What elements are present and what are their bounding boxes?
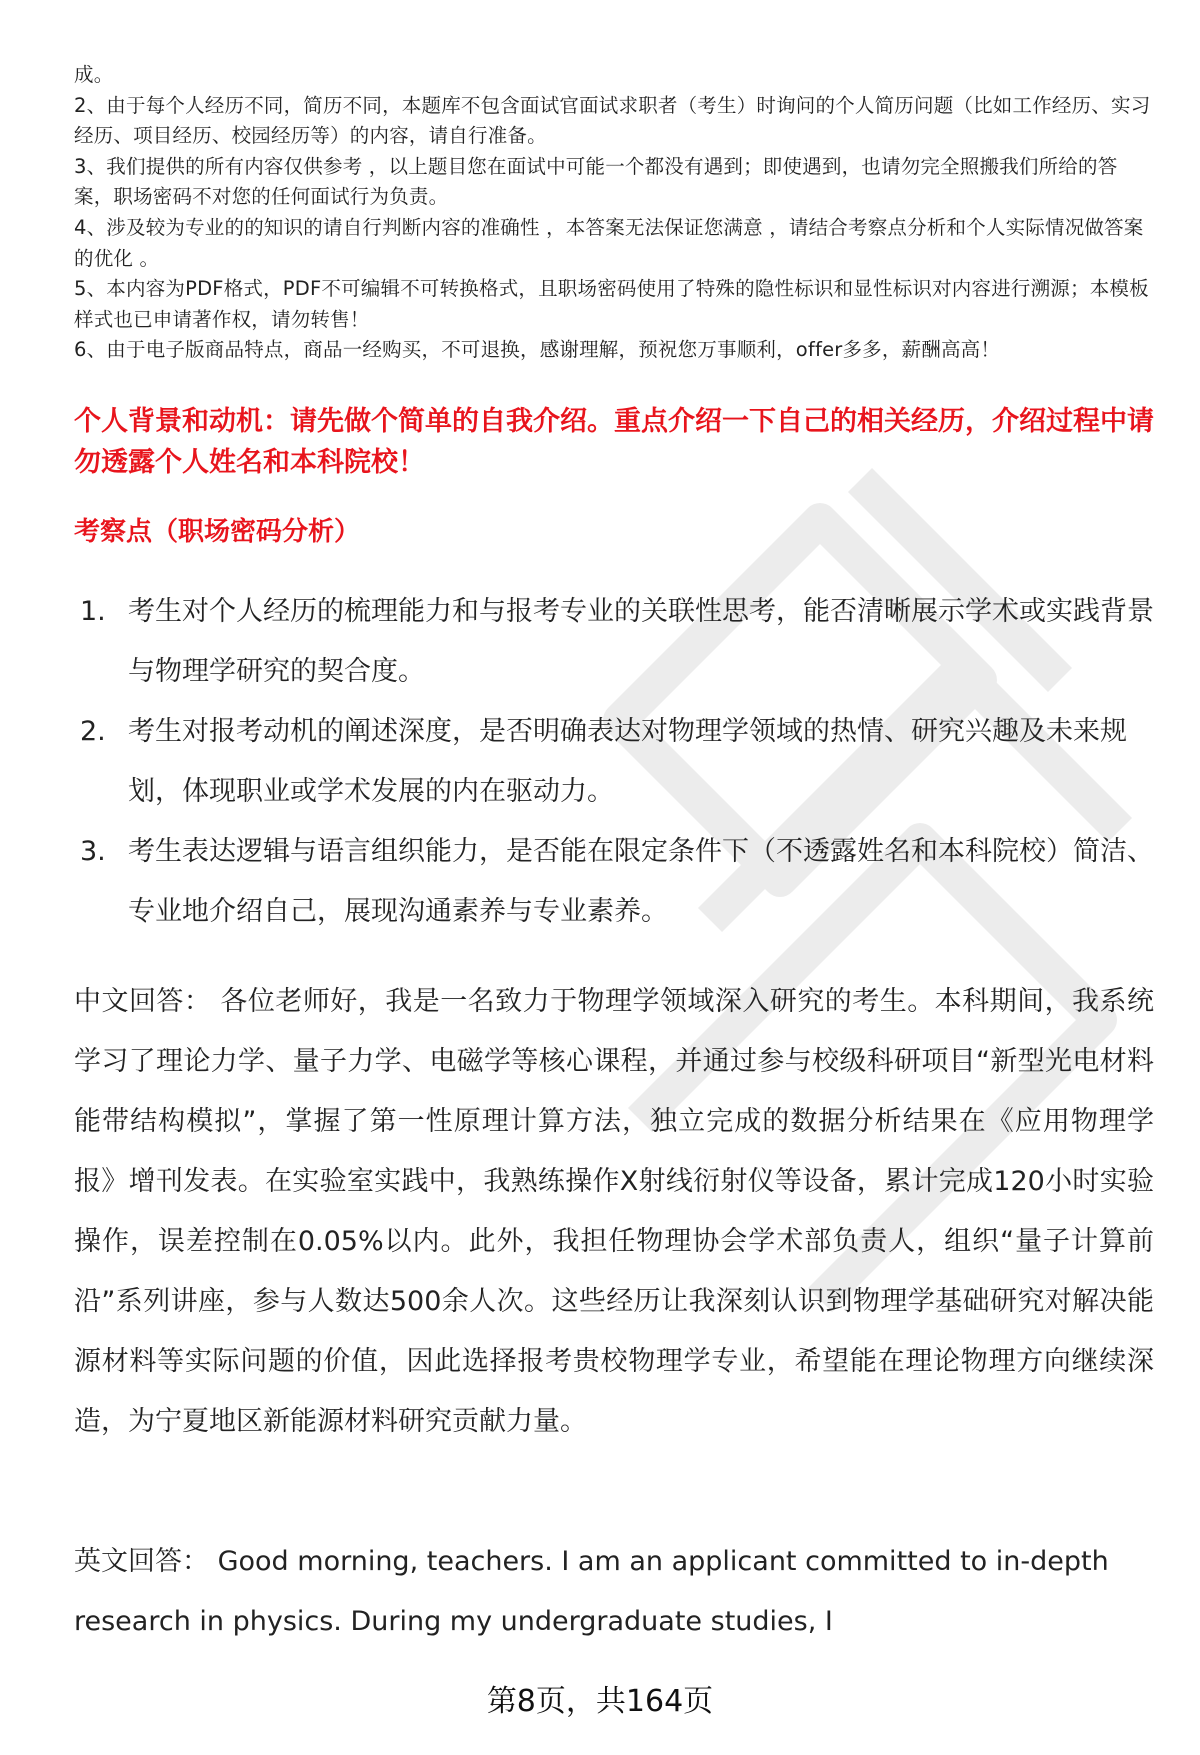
note-line: 6、由于电子版商品特点，商品一经购买，不可退换，感谢理解，预祝您万事顺利，offer多多，薪酬高高！ <box>74 338 1001 362</box>
note-line: 5、本内容为PDF格式，PDF不可编辑不可转换格式，且职场密码使用了特殊的隐性标识和显性标识对内容进行溯源；本模板样式也已申请著作权，请勿转售！ <box>74 277 1149 331</box>
list-item-text: 考生对报考动机的阐述深度，是否明确表达对物理学领域的热情、研究兴趣及未来规划，体现职业或学术发展的内在驱动力。 <box>128 716 1127 807</box>
list-number: 3. <box>80 836 106 867</box>
list-number: 2. <box>80 716 106 747</box>
question-heading: 个人背景和动机：请先做个简单的自我介绍。重点介绍一下自己的相关经历，介绍过程中请勿透露个人姓名和本科院校！ <box>74 406 1154 478</box>
list-item <box>80 702 1160 822</box>
list-item <box>80 822 1160 942</box>
notes-list <box>74 60 1154 366</box>
list-number: 1. <box>80 596 106 627</box>
english-answer: 英文回答： Good morning, teachers. I am an applicant committed to in-depth research in physics. During my undergraduate studies, I <box>74 1546 1109 1637</box>
note-line: 3、我们提供的所有内容仅供参考 ，以上题目您在面试中可能一个都没有遇到；即使遇到，也请勿完全照搬我们所给的答案，职场密码不对您的任何面试行为负责。 <box>74 154 1118 209</box>
note-line: 成。 <box>74 63 114 86</box>
section-heading: 考察点（职场密码分析） <box>74 517 361 547</box>
note-line: 2、由于每个人经历不同，简历不同，本题库不包含面试官面试求职者（考生）时询问的个人简历问题（比如工作经历、实习经历、项目经历、校园经历等）的内容，请自行准备。 <box>74 93 1151 148</box>
list-item-text: 考生表达逻辑与语言组织能力，是否能在限定条件下（不透露姓名和本科院校）简洁、专业地介绍自己，展现沟通素养与专业素养。 <box>128 836 1154 927</box>
page-number: 第8页，共164页 <box>486 1684 714 1719</box>
note-line: 4、涉及较为专业的的知识的请自行判断内容的准确性 ，本答案无法保证您满意 ，请结合考察点分析和个人实际情况做答案的优化 。 <box>74 215 1144 270</box>
chinese-answer: 中文回答： 各位老师好，我是一名致力于物理学领域深入研究的考生。本科期间，我系统学习了理论力学、量子力学、电磁学等核心课程，并通过参与校级科研项目“新型光电材料能带结构模拟”，掌握了第一性原理计算方法，独立完成的数据分析结果在《应用物理学报》增刊发表。在实验室实践中，我熟练操作X射线衍射仪等设备，累计完成120小时实验操作，误差控制在0.05%以内。此外，我担任物理协会学术部负责人，组织“量子计算前沿”系列讲座，参与人数达500余人次。这些经历让我深刻认识到物理学基础研究对解决能源材料等实际问题的价值，因此选择报考贵校物理学专业，希望能在理论物理方向继续深造，为宁夏地区新能源材料研究贡献力量。 <box>74 986 1154 1437</box>
assessment-points <box>80 582 1160 942</box>
list-item <box>80 582 1160 702</box>
list-item-text: 考生对个人经历的梳理能力和与报考专业的关联性思考，能否清晰展示学术或实践背景与物理学研究的契合度。 <box>128 596 1154 687</box>
